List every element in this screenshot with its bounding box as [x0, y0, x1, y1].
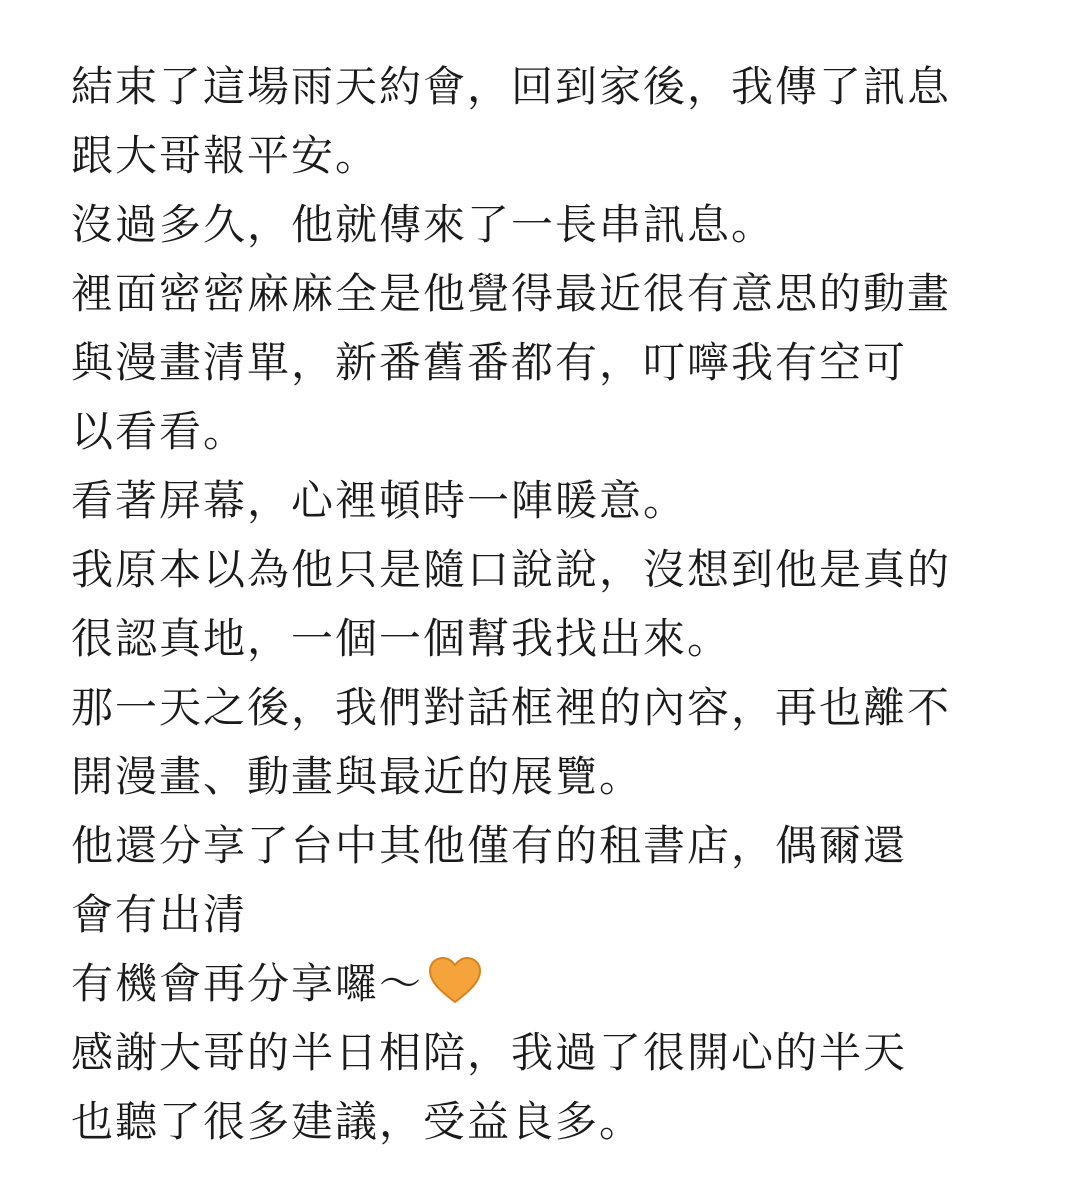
text-line: 以看看。	[71, 407, 248, 456]
text-line: 我原本以為他只是隨口說說，沒想到他是真的	[71, 545, 952, 594]
text-line: 沒過多久，他就傳來了一長串訊息。	[71, 200, 776, 249]
text-line: 結束了這場雨天約會，回到家後，我傳了訊息	[71, 62, 952, 111]
text-line: 感謝大哥的半日相陪，我過了很開心的半天	[71, 1028, 908, 1077]
orange-heart-icon	[427, 956, 483, 1006]
text-line: 與漫畫清單，新番舊番都有，叮嚀我有空可	[71, 338, 908, 387]
text-line: 裡面密密麻麻全是他覺得最近很有意思的動畫	[71, 269, 952, 318]
text-body	[71, 52, 1031, 1156]
text-line: 跟大哥報平安。	[71, 131, 380, 180]
text-line: 開漫畫、動畫與最近的展覽。	[71, 752, 644, 801]
text-line: 很認真地，一個一個幫我找出來。	[71, 614, 732, 663]
text-line-with-emoji	[71, 949, 1031, 1018]
text-line: 他還分享了台中其他僅有的租書店，偶爾還	[71, 821, 908, 870]
text-line: 那一天之後，我們對話框裡的內容，再也離不	[71, 683, 952, 732]
text-line: 看著屏幕，心裡頓時一陣暖意。	[71, 476, 688, 525]
text-line: 也聽了很多建議，受益良多。	[71, 1097, 644, 1146]
text-line: 有機會再分享囉～	[71, 959, 424, 1008]
text-line: 會有出清	[71, 890, 248, 939]
